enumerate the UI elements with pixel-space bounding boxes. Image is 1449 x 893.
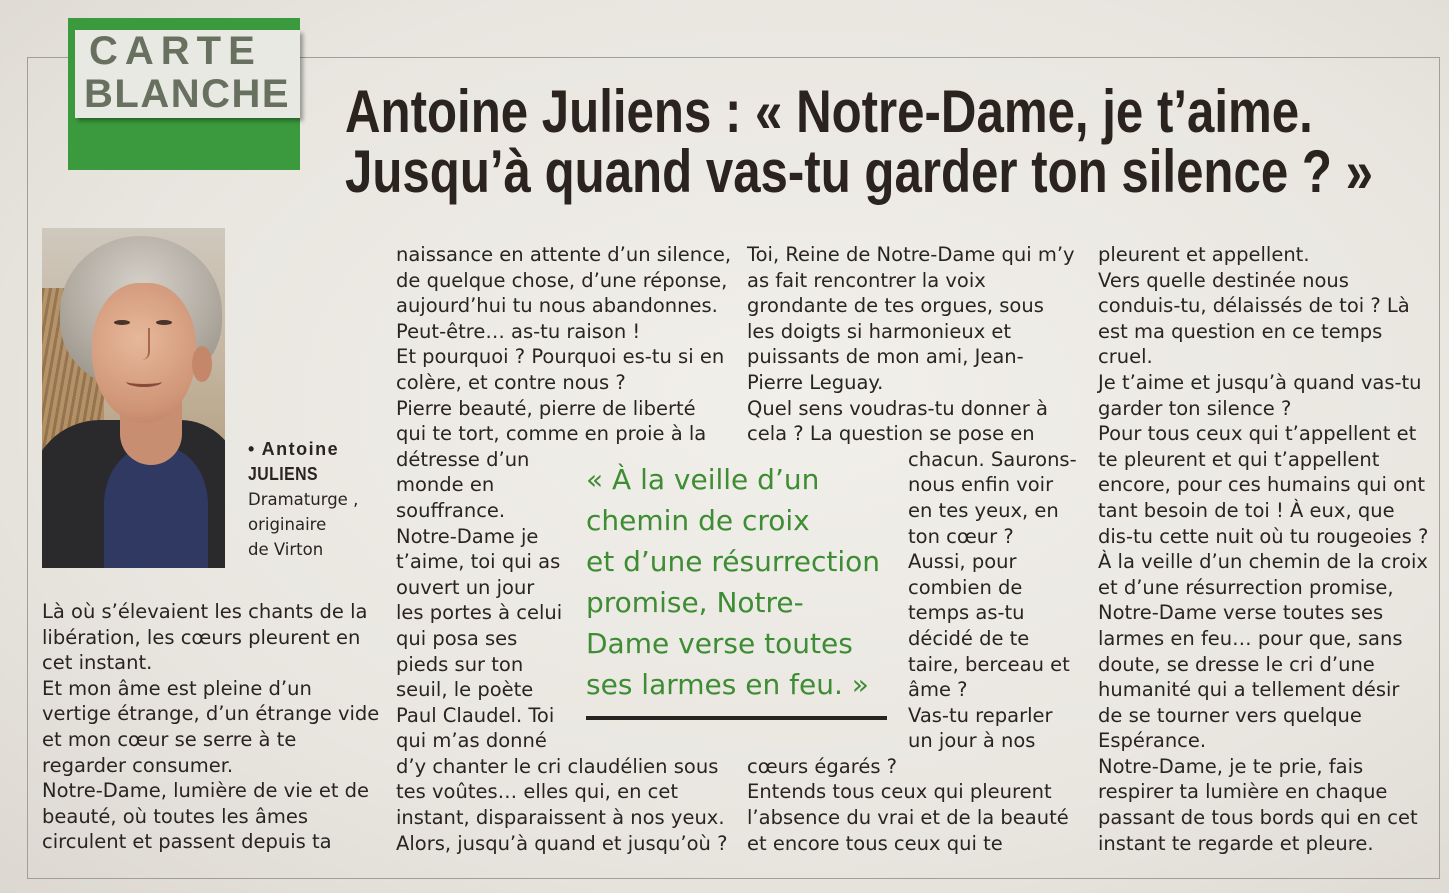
- text-line: instant te regarde et pleure.: [1098, 831, 1374, 855]
- text-line: et mon cœur se serre à te: [42, 727, 297, 751]
- author-photo: [42, 228, 225, 568]
- text-line: dis-tu cette nuit où tu rougeoies ?: [1098, 524, 1429, 548]
- text-line: Et mon âme est pleine d’un: [42, 676, 312, 700]
- text-line: cœurs égarés ?: [747, 754, 898, 778]
- text-line: naissance en attente d’un silence,: [396, 243, 732, 266]
- text-line: Pierre beauté, pierre de liberté: [396, 396, 696, 420]
- text-line: Paul Claudel. Toi: [396, 703, 555, 727]
- text-line: as fait rencontrer la voix: [747, 268, 986, 292]
- article-column-1: [42, 599, 379, 855]
- text-line: de se tourner vers quelque: [1098, 703, 1362, 727]
- section-badge: [75, 30, 300, 118]
- text-line: grondante de tes orgues, sous: [747, 294, 1044, 318]
- text-line: garder ton silence ?: [1098, 396, 1292, 420]
- text-line: âme ?: [908, 678, 968, 702]
- pull-quote-line: et d’une résurrection: [586, 545, 881, 578]
- author-first-name: • Antoine: [248, 439, 340, 459]
- text-line: larmes en feu… pour que, sans: [1098, 626, 1403, 650]
- text-line: détresse d’un: [396, 447, 530, 471]
- author-origin-line-1: originaire: [248, 515, 327, 534]
- text-line: Je t’aime et jusqu’à quand vas-tu: [1098, 370, 1422, 394]
- text-line: Aussi, pour: [908, 550, 1017, 574]
- text-line: Notre-Dame verse toutes ses: [1098, 601, 1384, 625]
- text-line: passant de tous bords qui en cet: [1098, 806, 1418, 830]
- photo-ear: [192, 346, 212, 382]
- pull-quote: [586, 459, 880, 705]
- text-line: et d’une résurrection promise,: [1098, 575, 1394, 599]
- author-last-name: JULIENS: [248, 464, 318, 484]
- text-line: encore, pour ces humains qui ont: [1098, 473, 1426, 497]
- text-line: un jour à nos: [908, 729, 1036, 753]
- text-line: Notre-Dame je: [396, 524, 539, 548]
- text-line: et encore tous ceux qui te: [747, 831, 1003, 855]
- photo-left-eye: [114, 320, 130, 325]
- text-line: puissants de mon ami, Jean-: [747, 345, 1024, 369]
- text-line: Notre-Dame, lumière de vie et de: [42, 779, 370, 803]
- headline-line-1: Antoine Juliens : « Notre-Dame, je t’aime.: [345, 78, 1313, 145]
- text-line: Là où s’élevaient les chants de la: [42, 600, 368, 623]
- text-line: Et pourquoi ? Pourquoi es-tu si en: [396, 345, 725, 369]
- headline: [345, 78, 1373, 205]
- text-line: est ma question en ce temps: [1098, 319, 1383, 343]
- text-line: cruel.: [1098, 345, 1153, 369]
- text-line: monde en: [396, 473, 495, 497]
- text-line: tant besoin de toi ! À eux, que: [1098, 498, 1395, 522]
- author-caption: [248, 437, 358, 562]
- pull-quote-line: ses larmes en feu. »: [586, 668, 869, 701]
- text-line: circulent et passent depuis ta: [42, 830, 332, 854]
- text-line: qui te tort, comme en proie à la: [396, 422, 707, 446]
- text-line: en tes yeux, en: [908, 498, 1059, 522]
- text-line: humanité qui a tellement désir: [1098, 678, 1400, 702]
- text-line: décidé de te: [908, 626, 1030, 650]
- text-line: Entends tous ceux qui pleurent: [747, 780, 1052, 804]
- text-line: les doigts si harmonieux et: [747, 319, 1012, 343]
- pull-quote-line: Dame verse toutes: [586, 627, 853, 660]
- column-3-bottom: [747, 754, 1077, 856]
- text-line: temps as-tu: [908, 601, 1025, 625]
- text-line: qui m’as donné: [396, 729, 547, 753]
- pull-quote-line: « À la veille d’un: [586, 463, 820, 496]
- text-line: aujourd’hui tu nous abandonnes.: [396, 294, 718, 318]
- text-line: Quel sens voudras-tu donner à: [747, 396, 1048, 420]
- text-line: pieds sur ton: [396, 652, 524, 676]
- text-line: vertige étrange, d’un étrange vide: [42, 702, 380, 726]
- column-3-beside-quote: [908, 447, 1077, 754]
- text-line: regarder consumer.: [42, 753, 234, 777]
- text-line: combien de: [908, 575, 1023, 599]
- text-line: ton cœur ?: [908, 524, 1014, 548]
- text-line: Espérance.: [1098, 729, 1207, 753]
- text-line: te pleurent et qui t’appellent: [1098, 447, 1380, 471]
- text-line: pleurent et appellent.: [1098, 243, 1310, 266]
- text-line: libération, les cœurs pleurent en: [42, 625, 361, 649]
- photo-mouth: [126, 376, 162, 387]
- pull-quote-rule: [586, 716, 887, 720]
- text-line: de quelque chose, d’une réponse,: [396, 268, 728, 292]
- text-line: seuil, le poète: [396, 678, 534, 702]
- photo-right-eye: [156, 320, 172, 325]
- text-line: colère, et contre nous ?: [396, 370, 626, 394]
- author-role: Dramaturge ,: [248, 490, 359, 509]
- text-line: l’absence du vrai et de la beauté: [747, 806, 1069, 830]
- photo-nose: [138, 328, 150, 360]
- text-line: respirer ta lumière en chaque: [1098, 780, 1388, 804]
- article-column-4: [1098, 242, 1428, 856]
- text-line: beauté, où toutes les âmes: [42, 804, 309, 828]
- text-line: Vers quelle destinée nous: [1098, 268, 1349, 292]
- text-line: ouvert un jour: [396, 575, 535, 599]
- text-line: nous enfin voir: [908, 473, 1054, 497]
- text-line: Toi, Reine de Notre-Dame qui m’y: [747, 243, 1075, 266]
- author-origin-line-2: de Virton: [248, 540, 324, 559]
- headline-line-2: Jusqu’à quand vas-tu garder ton silence ? »: [345, 138, 1373, 205]
- text-line: Alors, jusqu’à quand et jusqu’où ?: [396, 831, 728, 855]
- text-line: taire, berceau et: [908, 652, 1070, 676]
- text-line: cela ? La question se pose en: [747, 422, 1035, 446]
- text-line: souffrance.: [396, 498, 506, 522]
- text-line: les portes à celui: [396, 601, 563, 625]
- text-line: instant, disparaissent à nos yeux.: [396, 806, 725, 830]
- text-line: Pour tous ceux qui t’appellent et: [1098, 422, 1417, 446]
- text-line: chacun. Saurons-: [908, 447, 1077, 471]
- text-line: d’y chanter le cri claudélien sous: [396, 754, 719, 778]
- text-line: Notre-Dame, je te prie, fais: [1098, 754, 1364, 778]
- section-badge-line-1: CARTE: [89, 29, 262, 73]
- text-line: cet instant.: [42, 651, 153, 675]
- section-badge-line-2: BLANCHE: [84, 72, 291, 116]
- text-line: Vas-tu reparler: [908, 703, 1053, 727]
- text-line: qui posa ses: [396, 626, 518, 650]
- column-3-top: [747, 242, 1077, 447]
- text-line: doute, se dresse le cri d’une: [1098, 652, 1375, 676]
- text-line: conduis-tu, délaissés de toi ? Là: [1098, 294, 1410, 318]
- pull-quote-line: promise, Notre-: [586, 586, 804, 619]
- pull-quote-line: chemin de croix: [586, 504, 810, 537]
- text-line: Peut-être… as-tu raison !: [396, 319, 641, 343]
- text-line: t’aime, toi qui as: [396, 550, 561, 574]
- text-line: tes voûtes… elles qui, en cet: [396, 780, 678, 804]
- text-line: À la veille d’un chemin de la croix: [1098, 550, 1428, 574]
- text-line: Pierre Leguay.: [747, 370, 884, 394]
